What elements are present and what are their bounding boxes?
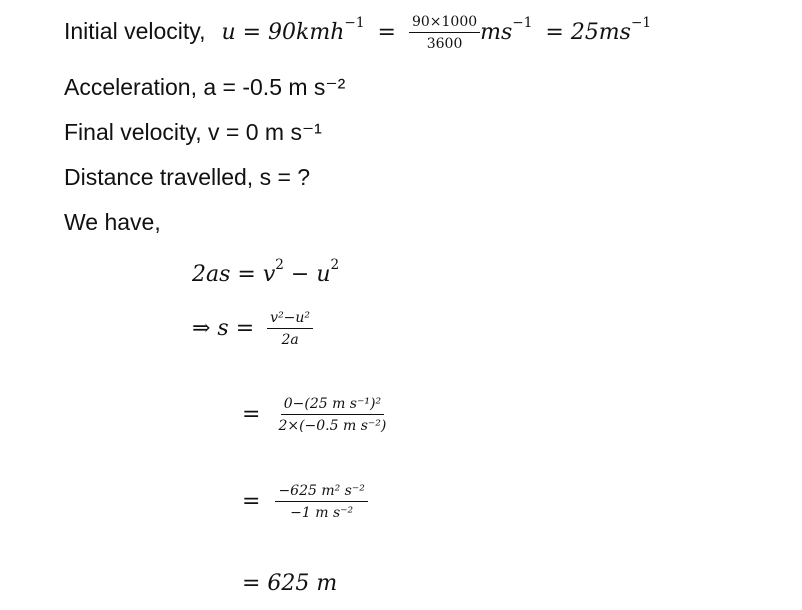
- substitution-numerator: 0−(25 m s⁻¹)²: [281, 396, 384, 415]
- conversion-fraction: [409, 14, 480, 52]
- substitution-step: [242, 396, 389, 434]
- equation-rhs: − u: [283, 262, 331, 287]
- conversion-denominator: 3600: [426, 36, 463, 52]
- simplification-denominator: −1 m s⁻²: [290, 505, 354, 521]
- simplification-numerator: −625 m² s⁻²: [275, 483, 367, 502]
- u-exponent: −1: [344, 14, 365, 31]
- rearranged-numerator: v²−u²: [267, 310, 313, 329]
- equals-sign: =: [377, 20, 396, 45]
- ms-unit: ms: [480, 20, 513, 45]
- we-have-line: We have,: [64, 209, 161, 235]
- u-value: u = 90kmh: [221, 20, 345, 45]
- simplification-fraction: [275, 483, 367, 521]
- substitution-fraction: [275, 396, 389, 434]
- equation-lhs: 2as = v: [192, 262, 276, 287]
- rearranged-fraction: [267, 310, 313, 348]
- ms-exponent: −1: [512, 14, 533, 31]
- velocity-result: = 25ms: [545, 20, 631, 45]
- rearranged-denominator: 2a: [281, 332, 299, 348]
- initial-velocity-line: [64, 14, 651, 52]
- initial-velocity-label: Initial velocity,: [64, 18, 206, 44]
- conversion-numerator: 90×1000: [409, 14, 480, 33]
- substitution-equals: =: [242, 402, 261, 427]
- final-velocity-line: Final velocity, v = 0 m s⁻¹: [64, 119, 322, 145]
- v-squared-exponent: 2: [275, 256, 284, 273]
- simplification-equals: =: [242, 489, 261, 514]
- s-implies: ⇒ s =: [192, 316, 255, 341]
- acceleration-line: Acceleration, a = -0.5 m s⁻²: [64, 74, 346, 100]
- equation-of-motion: [192, 256, 340, 287]
- substitution-denominator: 2×(−0.5 m s⁻²): [278, 418, 387, 434]
- distance-line: Distance travelled, s = ?: [64, 164, 311, 190]
- simplification-step: [242, 483, 368, 521]
- initial-velocity-equation: [221, 14, 652, 52]
- rearranged-equation: [192, 310, 313, 348]
- result-exponent: −1: [630, 14, 652, 31]
- u-squared-exponent: 2: [330, 256, 340, 273]
- final-answer: = 625 m: [242, 571, 338, 596]
